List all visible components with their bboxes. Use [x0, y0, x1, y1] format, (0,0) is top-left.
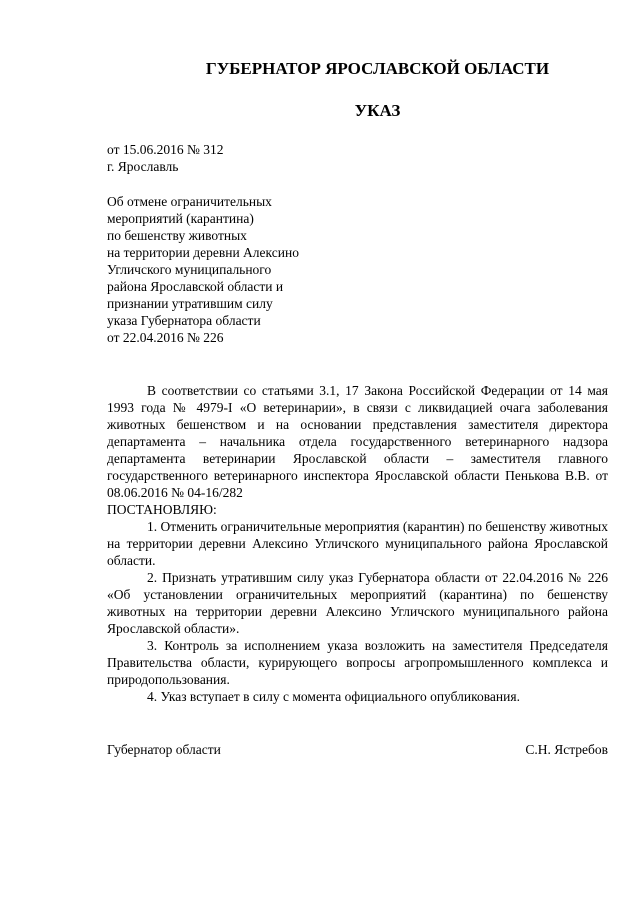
subject-line: мероприятий (карантина) [107, 211, 254, 226]
place: г. Ярославль [107, 159, 179, 174]
subject-line: района Ярославской области и [107, 279, 284, 294]
subject-line: на территории деревни Алексино [107, 245, 299, 260]
decree-item: 2. Признать утратившим силу указ Губернатора области от 22.04.2016 № 226 «Об установлении ограничительных мероприятий (карантина) по бешенству животных на территории деревни Алексино Угличского муниципального района Ярославской области». [107, 570, 608, 636]
date-number: от 15.06.2016 № 312 [107, 142, 224, 157]
signatory-position: Губернатор области [107, 742, 221, 757]
document-body [107, 382, 608, 705]
subject-line: от 22.04.2016 № 226 [107, 330, 224, 345]
signatory-name: С.Н. Ястребов [525, 742, 608, 757]
document-subject [107, 193, 608, 346]
subject-line: Угличского муниципального [107, 262, 272, 277]
document-title: ГУБЕРНАТОР ЯРОСЛАВСКОЙ ОБЛАСТИ [205, 59, 550, 78]
decree-item: 4. Указ вступает в силу с момента официального опубликования. [147, 689, 520, 704]
preamble-paragraph: В соответствии со статьями 3.1, 17 Закона Российской Федерации от 14 мая 1993 года № 4979-I «О ветеринарии», в связи с ликвидацией очага заболевания животных бешенством и на основании представления заместителя директора департамента – начальника отдела государственного ветеринарного надзора департамента ветеринарии Ярославской области – заместителя главного государственного ветеринарного инспектора Ярославской области Пенькова В.В. от 08.06.2016 № 04-16/282 [107, 383, 608, 500]
subject-line: Об отмене ограничительных [107, 194, 272, 209]
decree-word: ПОСТАНОВЛЯЮ: [107, 502, 217, 517]
decree-item: 3. Контроль за исполнением указа возложить на заместителя Председателя Правительства области, курирующего вопросы агропромышленного комплекса и природопользования. [107, 638, 608, 687]
subject-line: указа Губернатора области [107, 313, 261, 328]
decree-item: 1. Отменить ограничительные мероприятия (карантин) по бешенству животных на территории деревни Алексино Угличского муниципального района Ярославской области. [107, 519, 608, 568]
document-meta [107, 141, 608, 175]
subject-line: признании утратившим силу [107, 296, 273, 311]
subject-line: по бешенству животных [107, 228, 247, 243]
document-type: УКАЗ [354, 101, 401, 120]
signature-block [107, 741, 608, 758]
